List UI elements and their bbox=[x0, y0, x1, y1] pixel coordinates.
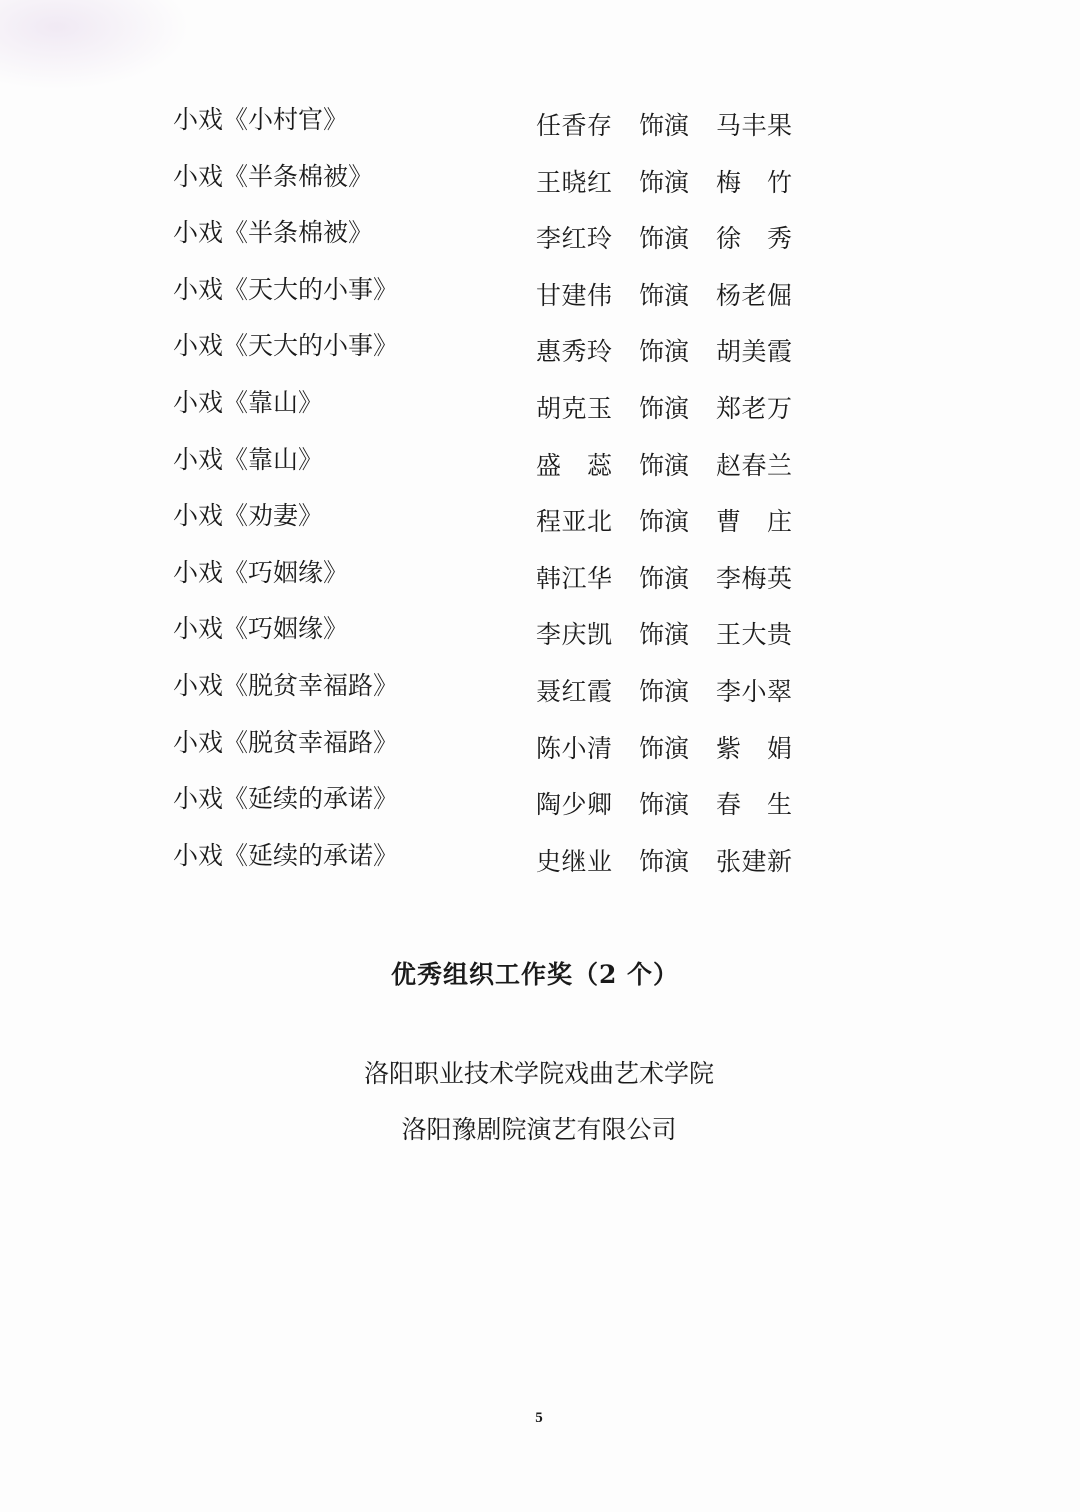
role-verb: 饰演 bbox=[639, 111, 690, 140]
cast-row bbox=[0, 723, 1080, 780]
character-name: 李梅英 bbox=[716, 563, 792, 593]
actor-name: 聂红霞 bbox=[536, 676, 612, 706]
cast-row bbox=[0, 779, 1080, 836]
character-name: 张建新 bbox=[716, 846, 792, 876]
play-title: 小戏《天大的小事》 bbox=[173, 331, 399, 361]
actor-name: 陶少卿 bbox=[536, 790, 612, 820]
cast-row bbox=[0, 836, 1080, 893]
play-title: 小戏《脱贫幸福路》 bbox=[173, 727, 399, 757]
character-name: 胡美霞 bbox=[716, 337, 792, 367]
role-verb: 饰演 bbox=[639, 507, 690, 537]
cast-row bbox=[0, 100, 1080, 157]
cast-row bbox=[0, 666, 1080, 723]
play-title: 小戏《天大的小事》 bbox=[173, 274, 399, 304]
play-title: 小戏《小村官》 bbox=[173, 105, 349, 134]
actor-name: 王晓红 bbox=[536, 167, 612, 197]
role-verb: 饰演 bbox=[639, 563, 690, 593]
actor-name: 韩江华 bbox=[536, 563, 612, 593]
actor-name: 惠秀玲 bbox=[536, 337, 612, 367]
character-name: 赵春兰 bbox=[716, 450, 792, 480]
role-verb: 饰演 bbox=[639, 167, 690, 197]
organization-name: 洛阳豫剧院演艺有限公司 bbox=[401, 1115, 677, 1144]
play-title: 小戏《半条棉被》 bbox=[173, 161, 374, 191]
actor-name: 甘建伟 bbox=[536, 280, 612, 310]
character-name: 王大贵 bbox=[716, 620, 792, 650]
character-name: 梅 竹 bbox=[716, 167, 792, 197]
actor-name: 李红玲 bbox=[536, 224, 612, 254]
character-name: 杨老倔 bbox=[716, 280, 792, 310]
role-verb: 饰演 bbox=[639, 733, 690, 763]
play-title: 小戏《巧姻缘》 bbox=[173, 557, 349, 587]
actor-name: 程亚北 bbox=[536, 507, 612, 537]
cast-award-list bbox=[0, 100, 1080, 892]
character-name: 郑老万 bbox=[716, 393, 792, 423]
role-verb: 饰演 bbox=[639, 224, 690, 254]
play-title: 小戏《劝妻》 bbox=[173, 501, 324, 531]
actor-name: 胡克玉 bbox=[536, 393, 612, 423]
actor-name: 任香存 bbox=[536, 111, 612, 140]
role-verb: 饰演 bbox=[639, 393, 690, 423]
actor-name: 史继业 bbox=[536, 846, 612, 876]
play-title: 小戏《延续的承诺》 bbox=[173, 784, 399, 814]
cast-row bbox=[0, 157, 1080, 214]
character-name: 李小翠 bbox=[716, 676, 792, 706]
play-title: 小戏《靠山》 bbox=[173, 387, 324, 417]
scan-blemish bbox=[0, 0, 190, 90]
cast-row bbox=[0, 609, 1080, 666]
cast-row bbox=[0, 440, 1080, 497]
cast-row bbox=[0, 553, 1080, 610]
role-verb: 饰演 bbox=[639, 620, 690, 650]
role-verb: 饰演 bbox=[639, 450, 690, 480]
play-title: 小戏《脱贫幸福路》 bbox=[173, 670, 399, 700]
award-heading: 优秀组织工作奖（2 个） bbox=[390, 960, 680, 989]
role-verb: 饰演 bbox=[639, 337, 690, 367]
role-verb: 饰演 bbox=[639, 846, 690, 876]
character-name: 马丰果 bbox=[716, 111, 792, 140]
role-verb: 饰演 bbox=[639, 790, 690, 820]
character-name: 紫 娟 bbox=[716, 733, 792, 763]
organization-name: 洛阳职业技术学院戏曲艺术学院 bbox=[363, 1059, 714, 1088]
play-title: 小戏《延续的承诺》 bbox=[173, 840, 399, 870]
role-verb: 饰演 bbox=[639, 280, 690, 310]
play-title: 小戏《靠山》 bbox=[173, 444, 324, 474]
character-name: 徐 秀 bbox=[716, 224, 792, 254]
actor-name: 盛 蕊 bbox=[536, 450, 612, 480]
play-title: 小戏《半条棉被》 bbox=[173, 218, 374, 248]
character-name: 春 生 bbox=[716, 790, 792, 820]
cast-row bbox=[0, 326, 1080, 383]
play-title: 小戏《巧姻缘》 bbox=[173, 614, 349, 644]
actor-name: 陈小清 bbox=[536, 733, 612, 763]
cast-row bbox=[0, 383, 1080, 440]
cast-row bbox=[0, 270, 1080, 327]
cast-row bbox=[0, 213, 1080, 270]
role-verb: 饰演 bbox=[639, 676, 690, 706]
actor-name: 李庆凯 bbox=[536, 620, 612, 650]
cast-row bbox=[0, 496, 1080, 553]
page-number: 5 bbox=[535, 1410, 543, 1426]
character-name: 曹 庄 bbox=[716, 507, 792, 537]
